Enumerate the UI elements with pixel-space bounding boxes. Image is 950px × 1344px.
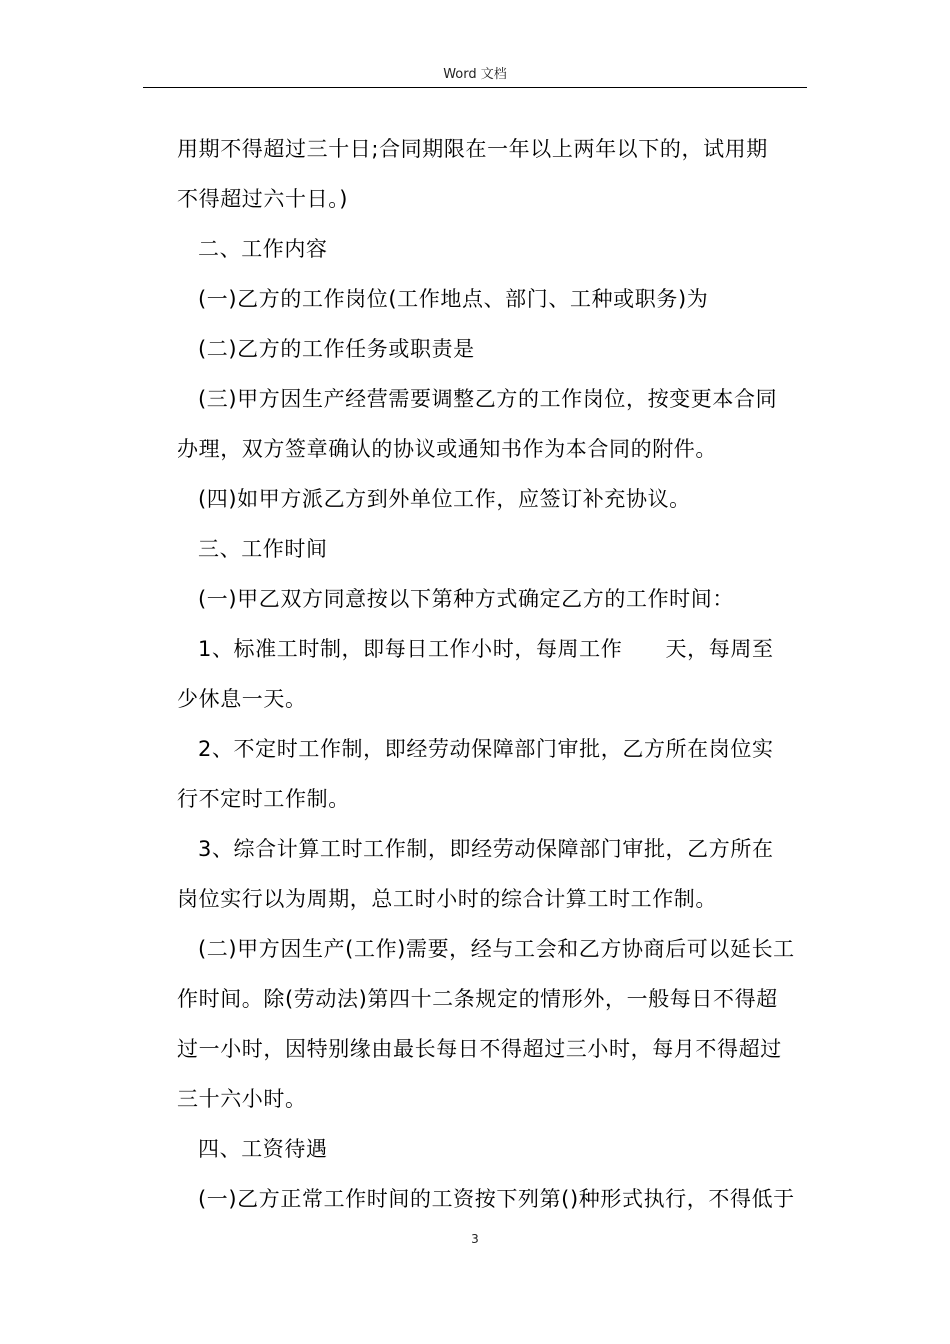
body-line: (二)甲方因生产(工作)需要，经与工会和乙方协商后可以延长工 bbox=[198, 937, 795, 961]
header-divider bbox=[143, 87, 807, 88]
body-line: 2、不定时工作制，即经劳动保障部门审批，乙方所在岗位实 bbox=[198, 737, 774, 761]
document-body bbox=[177, 124, 809, 1224]
body-line: 三十六小时。 bbox=[177, 1087, 307, 1111]
body-line: 作时间。除(劳动法)第四十二条规定的情形外，一般每日不得超 bbox=[177, 987, 778, 1011]
body-line: 少休息一天。 bbox=[177, 687, 307, 711]
body-line: 用期不得超过三十日;合同期限在一年以上两年以下的，试用期 bbox=[177, 137, 768, 161]
page-header: Word 文档 bbox=[443, 67, 507, 82]
body-line: 1、标准工时制，即每日工作小时，每周工作 天，每周至 bbox=[198, 637, 774, 661]
body-line: 行不定时工作制。 bbox=[177, 787, 350, 811]
section-heading: 四、工资待遇 bbox=[198, 1137, 328, 1161]
body-line: 3、综合计算工时工作制，即经劳动保障部门审批，乙方所在 bbox=[198, 837, 774, 861]
body-line: (一)乙方正常工作时间的工资按下列第()种形式执行，不得低于 bbox=[198, 1187, 795, 1211]
body-line: (四)如甲方派乙方到外单位工作，应签订补充协议。 bbox=[198, 487, 691, 511]
body-line: 过一小时，因特别缘由最长每日不得超过三小时，每月不得超过 bbox=[177, 1037, 782, 1061]
section-heading: 二、工作内容 bbox=[198, 237, 328, 261]
body-line: (二)乙方的工作任务或职责是 bbox=[198, 337, 475, 361]
body-line: (一)甲乙双方同意按以下第种方式确定乙方的工作时间： bbox=[198, 587, 734, 611]
body-line: 岗位实行以为周期，总工时小时的综合计算工时工作制。 bbox=[177, 887, 717, 911]
section-heading: 三、工作时间 bbox=[198, 537, 328, 561]
body-line: (一)乙方的工作岗位(工作地点、部门、工种或职务)为 bbox=[198, 287, 709, 311]
body-line: 不得超过六十日。) bbox=[177, 187, 349, 211]
body-line: (三)甲方因生产经营需要调整乙方的工作岗位，按变更本合同 bbox=[198, 387, 778, 411]
body-line: 办理，双方签章确认的协议或通知书作为本合同的附件。 bbox=[177, 437, 717, 461]
page-number: 3 bbox=[471, 1232, 479, 1246]
